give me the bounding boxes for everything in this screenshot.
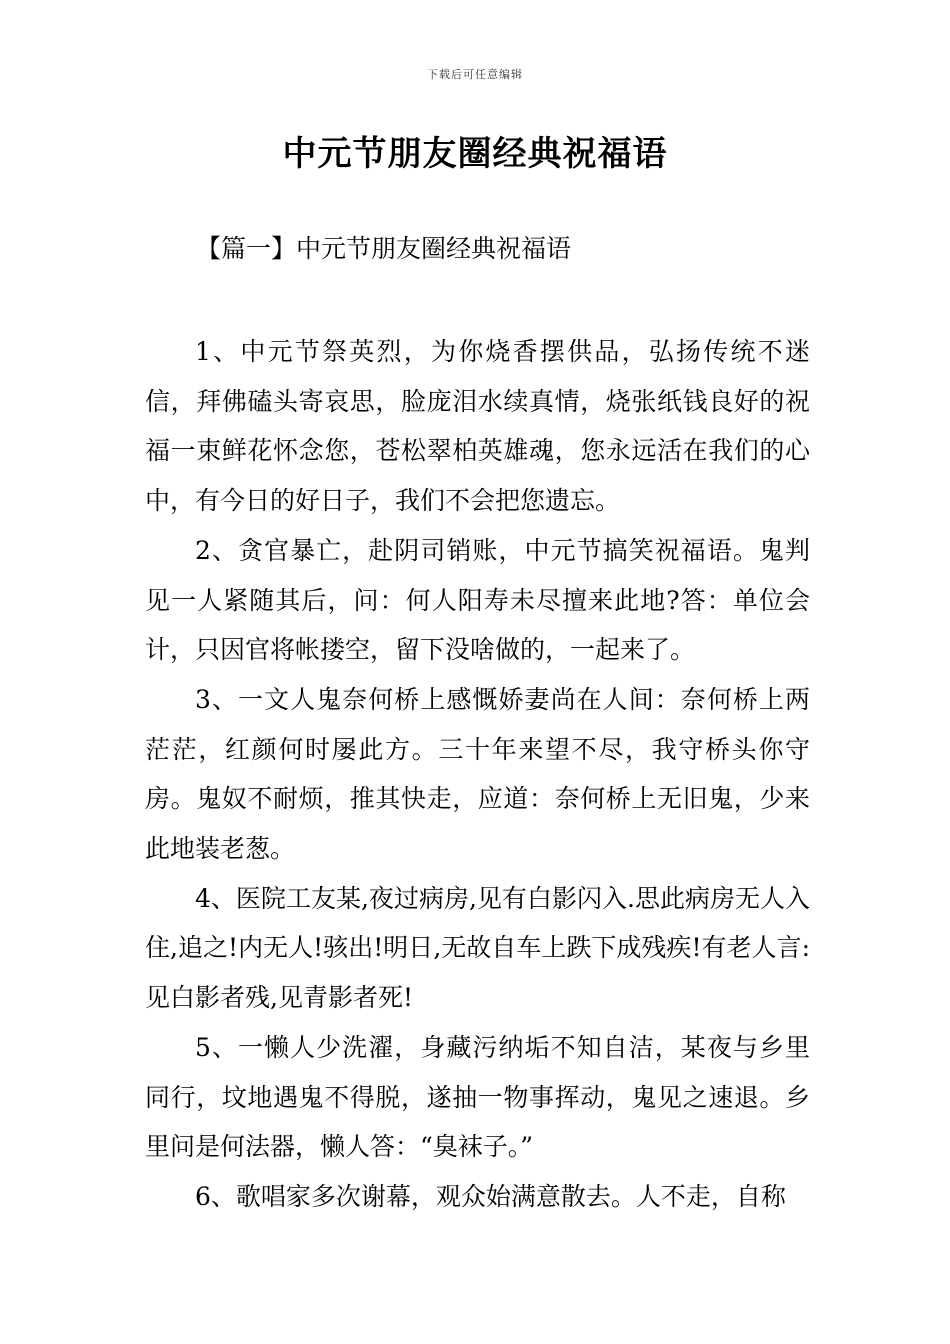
paragraph-5: 5、一懒人少洗濯，身藏污纳垢不知自洁，某夜与乡里同行，坟地遇鬼不得脱，遂抽一物事挥动，鬼见之速退。乡里问是何法器，懒人答：“臭袜子。”	[145, 1032, 810, 1162]
document-title: 中元节朋友圈经典祝福语	[282, 134, 668, 174]
document-body	[145, 327, 810, 1222]
paragraph-6: 6、歌唱家多次谢幕，观众始满意散去。人不走，自称	[195, 1181, 786, 1211]
page-header-note: 下载后可任意编辑	[427, 68, 523, 81]
paragraph-1: 1、中元节祭英烈，为你烧香摆供品，弘扬传统不迷信，拜佛磕头寄哀思，脸庞泪水续真情，烧张纸钱良好的祝福一束鲜花怀念您，苍松翠柏英雄魂，您永远活在我们的心中，有今日的好日子，我们不会把您遗忘。	[145, 337, 810, 516]
section-heading: 【篇一】中元节朋友圈经典祝福语	[196, 234, 572, 263]
paragraph-4: 4、医院工友某,夜过病房,见有白影闪入.思此病房无人入住,追之!内无人!骇出!明日,无故自车上跌下成残疾!有老人言:见白影者残,见青影者死!	[145, 883, 810, 1013]
paragraph-2: 2、贪官暴亡，赴阴司销账，中元节搞笑祝福语。鬼判见一人紧随其后，问：何人阳寿未尽擅来此地?答：单位会计，只因官将帐搂空，留下没啥做的，一起来了。	[145, 535, 810, 665]
paragraph-3: 3、一文人鬼奈何桥上感慨娇妻尚在人间：奈何桥上两茫茫，红颜何时屡此方。三十年来望不尽，我守桥头你守房。鬼奴不耐烦，推其快走，应道：奈何桥上无旧鬼，少来此地装老葱。	[145, 684, 810, 864]
